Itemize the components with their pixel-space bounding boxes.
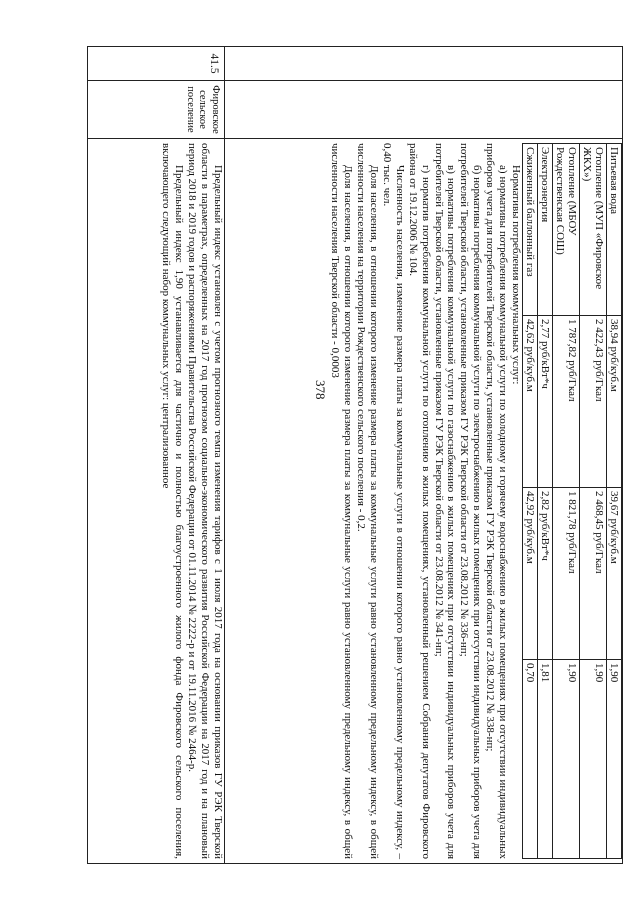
norms-heading: Нормативы потребления коммунальных услуг: [510,165,522,385]
tariff-service: Сжиженный баллонный газ [523,144,538,316]
population-share-region: Доля населения, в отношении которого изменение размера платы за коммунальные услуги равно установленному предельному индексу, в общей численности населения Тверской области - 0,0003 [329,143,355,859]
empty-number-cell [225,47,623,81]
main-table [87,46,623,864]
tariff-index: 1,90 [607,660,622,859]
population-share-settlement: Доля населения, в отношении которого изменение размера платы за коммунальные услуги равно установленному предельному индексу, в общей численности населения на территории Рождественского сельского поселения - 0,2. [355,143,381,859]
tariff-row [553,144,580,859]
tariff-index: 1,90 [580,660,607,859]
page-number: 378 [313,380,328,400]
tariff-current: 38,94 руб/куб.м [607,316,622,488]
tariff-current: 42,62 руб/куб.м [523,316,538,488]
rotated-document-table [87,46,623,864]
index-scope-paragraph: Предельный индекс 1,90 устанавливается для частично и полностью благоустроенного жилого фонда Фировского сельского поселения, включающего следующий набор коммунальных услуг: централизованное [160,143,186,859]
settlement-name: Фировское сельское поселение [88,81,225,139]
tariff-index: 1,90 [553,660,580,859]
tariff-index: 0,70 [523,660,538,859]
norm-a: а) нормативы потребления коммунальной услуги по холодному и горячему водоснабжению в жилых помещениях при отсутствии индивидуальных приборов учета для потребителей Тверской области, установленные приказом ГУ РЭК Тверской области от 23.08.2012 № 338-нп; [484,143,510,859]
tariff-table [522,143,622,859]
tariff-new: 42,92 руб/куб.м [523,488,538,660]
tariff-new: 2,82 руб/кВт*ч [538,488,553,660]
tariff-index: 1,81 [538,660,553,859]
tariff-row [523,144,538,859]
norm-b: б) нормативы потребления коммунальной услуги по электроснабжению в жилых помещениях при отсутствии индивидуальных приборов учета для потребителей Тверской области, установленные приказом ГУ РЭК Тверской области от 23.08.2012 № 336-нп; [458,143,484,859]
tariff-current: 2,77 руб/кВт*ч [538,316,553,488]
tariff-service: Питьевая вода [607,144,622,316]
tariff-row [607,144,622,859]
norm-d: г) норматив потребления коммунальной услуги по отоплению в жилых помещениях, установленный решением Собрания депутатов Фировского района от 19.12.2006 № 104. [406,143,432,859]
empty-settlement-cell [225,81,623,139]
tariff-row [580,144,607,859]
tariff-current: 2 422,43 руб/Гкал [580,316,607,488]
population-count: Численность населения, изменение размера платы за коммунальные услуги в отношении которого равно установленному предельному индексу, – 0,40 тыс. чел. [380,143,406,859]
content-cell-bottom [88,139,225,864]
tariff-service: Электроэнергия [538,144,553,316]
index-basis-paragraph: Предельный индекс установлен с учетом прогнозного темпа изменения тарифов с 1 июля 2017 года на основании приказов ГУ РЭК Тверской области в параметрах, определенных на 2017 год прогнозом социально-экономического развития Российской Федерации на 2017 год и на плановый период 2018 и 2019 годов и распоряжениями Правительства Российской Федерации от 01.11.2014 № 2222-р и от 19.11.2016 № 2464-р. [186,143,224,859]
tariff-service: Отопление (МБОУ Рождественская СОШ) [553,144,580,316]
content-cell-top [225,139,623,864]
tariff-new: 1 821,78 руб/Гкал [553,488,580,660]
row-number: 41.5 [88,47,225,81]
tariff-current: 1 787,82 руб/Гкал [553,316,580,488]
tariff-new: 2 468,45 руб/Гкал [580,488,607,660]
tariff-service: Отопление (МУП «Фировское ЖКХ») [580,144,607,316]
tariff-new: 39,67 руб/куб.м [607,488,622,660]
norm-c: в) нормативы потребления коммунальной услуги по газоснабжению в жилых помещениях при отсутствии индивидуальных приборов учета для потребителей Тверской области, установленные приказом ГУ РЭК Тверской области от 23.08.2012 № 341-нп; [432,143,458,859]
tariff-row [538,144,553,859]
